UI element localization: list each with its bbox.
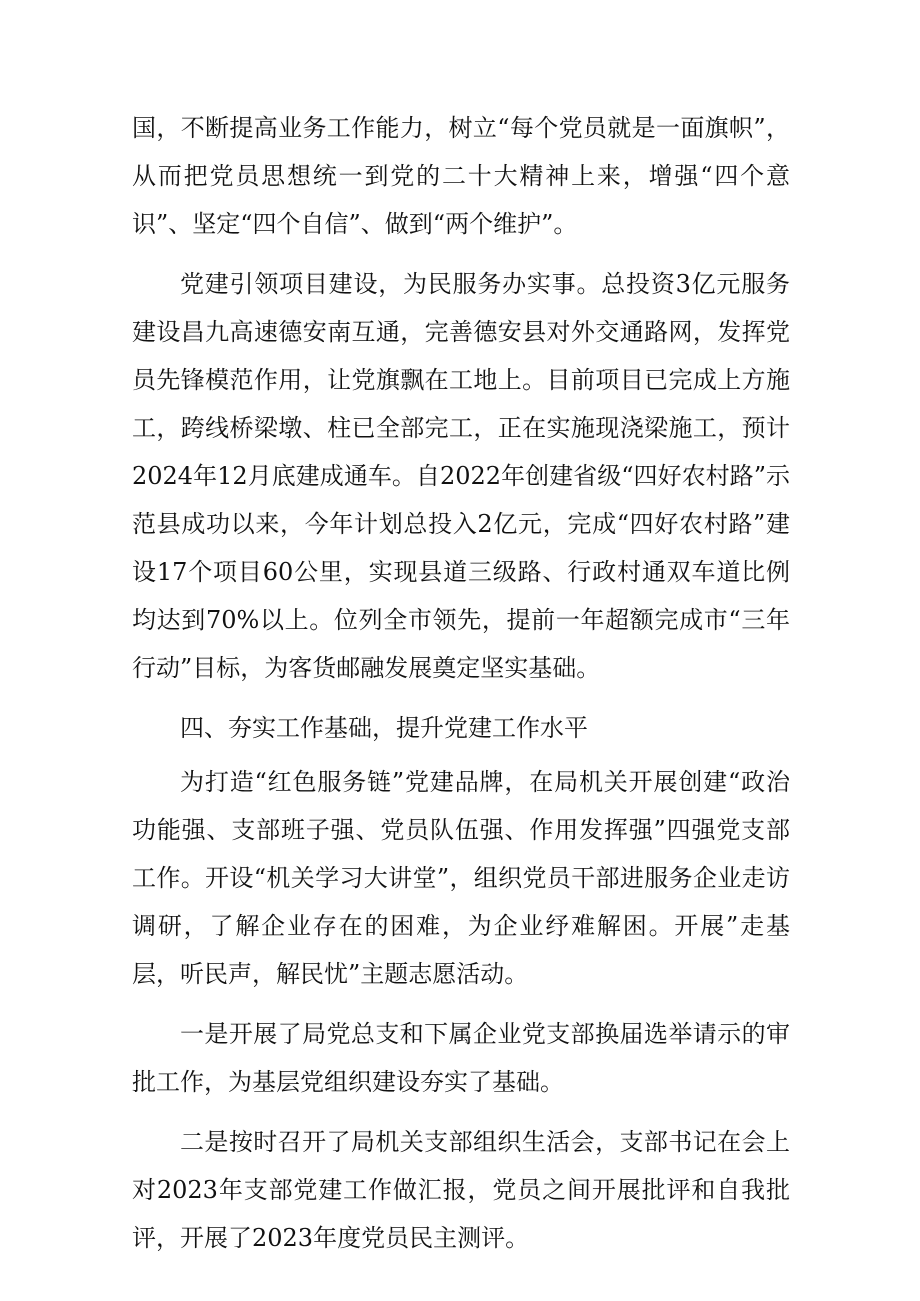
section-heading-four: 四、夯实工作基础，提升党建工作水平 xyxy=(180,714,588,742)
document-body xyxy=(132,104,790,1274)
paragraph-organizational-life: 二是按时召开了局机关支部组织生活会，支部书记在会上对2023年支部党建工作做汇报，党员之间开展批评和自我批评，开展了2023年度党员民主测评。 xyxy=(132,1128,790,1252)
paragraph-red-service-chain: 为打造“红色服务链”党建品牌，在局机关开展创建“政治功能强、支部班子强、党员队伍强、作用发挥强”四强党支部工作。开设“机关学习大讲堂”，组织党员干部进服务企业走访调研，了解企业存在的困难，为企业纾难解困。开展”走基层，听民声，解民忧”主题志愿活动。 xyxy=(132,768,790,988)
paragraph-continuation: 国，不断提高业务工作能力，树立“每个党员就是一面旗帜”，从而把党员思想统一到党的二十大精神上来，增强“四个意识”、坚定“四个自信”、做到“两个维护”。 xyxy=(132,114,790,238)
paragraph-election-approval: 一是开展了局党总支和下属企业党支部换届选举请示的审批工作，为基层党组织建设夯实了基础。 xyxy=(132,1020,790,1096)
paragraph-project-construction: 党建引领项目建设，为民服务办实事。总投资3亿元服务建设昌九高速德安南互通，完善德安县对外交通路网，发挥党员先锋模范作用，让党旗飘在工地上。目前项目已完成上方施工，跨线桥梁墩、柱已全部完工，正在实施现浇梁施工，预计2024年12月底建成通车。自2022年创建省级“四好农村路”示范县成功以来，今年计划总投入2亿元，完成“四好农村路”建设17个项目60公里，实现县道三级路、行政村通双车道比例均达到70%以上。位列全市领先，提前一年超额完成市“三年行动”目标，为客货邮融发展奠定坚实基础。 xyxy=(132,270,790,682)
